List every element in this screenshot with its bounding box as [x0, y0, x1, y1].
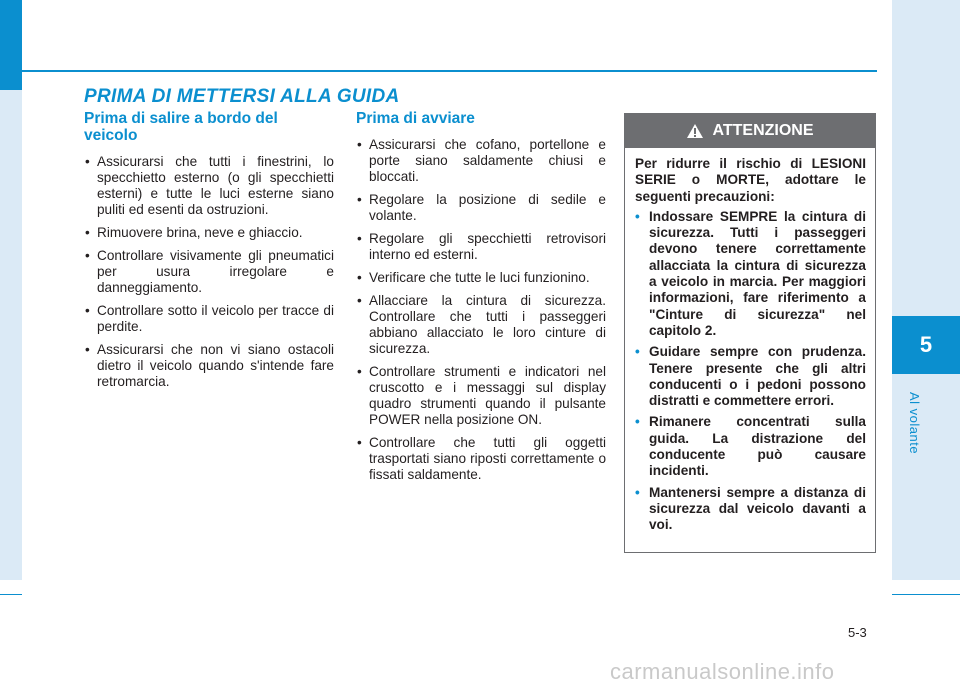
list-item-text: Regolare gli specchietti retrovisori interno ed esterni. [369, 231, 606, 262]
chapter-title: Al volante [907, 392, 922, 455]
warning-item-text: Mantenersi sempre a distanza di sicurezza dal veicolo davanti a voi. [649, 484, 866, 533]
page-number: 5-3 [848, 625, 867, 640]
list-item: • Assicurarsi che non vi siano ostacoli dietro il veicolo quando s'intende fare retromarcia. [85, 342, 334, 389]
list-item-text: Controllare strumenti e indicatori nel cruscotto e i messaggi sul display quadro strumenti quando il pulsante POWER nella posizione ON. [369, 364, 606, 427]
list-item: • Assicurarsi che cofano, portellone e porte siano saldamente chiusi e bloccati. [357, 137, 606, 184]
list-item: • Regolare gli specchietti retrovisori interno ed esterni. [357, 231, 606, 262]
list-item: • Regolare la posizione di sedile e volante. [357, 192, 606, 223]
watermark: carmanualsonline.info [610, 659, 835, 684]
warning-item: • Indossare SEMPRE la cintura di sicurezza. Tutti i passeggeri devono tenere correttamente allacciata la cintura di sicurezza a veicolo in marcia. Per maggiori informazioni, fare riferimento a "Cinture di sicurezza" nel capitolo 2. [635, 208, 866, 338]
list-item-text: Assicurarsi che tutti i finestrini, lo specchietto esterno (o gli specchietti esterni) e tutte le luci esterne siano puliti ed esenti da ostruzioni. [97, 154, 334, 217]
warning-item: • Guidare sempre con prudenza. Tenere presente che gli altri conducenti o i pedoni possono distratti e commettere errori. [635, 344, 866, 409]
list-item: • Allacciare la cintura di sicurezza. Controllare che tutti i passeggeri abbiano allacciato le loro cinture di sicurezza. [357, 293, 606, 356]
list-item-text: Allacciare la cintura di sicurezza. Controllare che tutti i passeggeri abbiano allacciato le loro cinture di sicurezza. [369, 293, 606, 356]
list-item-text: Controllare sotto il veicolo per tracce di perdite. [97, 303, 334, 334]
warning-list [635, 209, 866, 534]
list-item-text: Assicurarsi che cofano, portellone e porte siano saldamente chiusi e bloccati. [369, 137, 606, 184]
warning-header [625, 114, 875, 148]
warning-intro: Per ridurre il rischio di LESIONI SERIE o MORTE, adottare le seguenti precauzioni: [635, 156, 866, 204]
warning-item: • Mantenersi sempre a distanza di sicurezza dal veicolo davanti a voi. [635, 484, 866, 533]
warning-item-text: Rimanere concentrati sulla guida. La distrazione del conducente può causare incidenti. [649, 414, 866, 479]
chapter-side-strip [892, 0, 960, 580]
left-margin-accent [0, 0, 22, 90]
list-item-text: Controllare visivamente gli pneumatici per usura irregolare e danneggiamento. [97, 248, 334, 295]
list-item-text: Rimuovere brina, neve e ghiaccio. [97, 225, 303, 240]
header-rule [22, 70, 877, 72]
warning-item-text: Guidare sempre con prudenza. Tenere presente che gli altri conducenti o i pedoni possono distratti e commettere errori. [649, 344, 866, 409]
warning-title: ATTENZIONE [712, 122, 814, 139]
section-before-entering [84, 110, 334, 397]
list-item: • Assicurarsi che tutti i finestrini, lo specchietto esterno (o gli specchietti esterni) e tutte le luci esterne siano puliti ed esenti da ostruzioni. [85, 154, 334, 217]
section-before-starting [356, 110, 606, 490]
warning-triangle-icon [686, 123, 704, 139]
list-item: • Controllare visivamente gli pneumatici per usura irregolare e danneggiamento. [85, 248, 334, 295]
warning-body [625, 148, 875, 534]
list-item: • Controllare sotto il veicolo per tracce di perdite. [85, 303, 334, 334]
chapter-number: 5 [919, 332, 933, 357]
list-item-text: Assicurarsi che non vi siano ostacoli dietro il veicolo quando s'intende fare retromarcia. [97, 342, 334, 389]
list-item: • Controllare strumenti e indicatori nel cruscotto e i messaggi sul display quadro strumenti quando il pulsante POWER nella posizione ON. [357, 364, 606, 427]
list-item: • Controllare che tutti gli oggetti trasportati siano riposti correttamente o fissati saldamente. [357, 435, 606, 482]
warning-item-text: Indossare SEMPRE la cintura di sicurezza. Tutti i passeggeri devono tenere correttamente allacciata la cintura di sicurezza a veicolo in marcia. Per maggiori informazioni, fare riferimento a "Cinture di sicurezza" nel capitolo 2. [649, 208, 866, 338]
chapter-side-rule [892, 594, 960, 595]
page-title: PRIMA DI METTERSI ALLA GUIDA [84, 86, 400, 107]
list-item: • Rimuovere brina, neve e ghiaccio. [85, 225, 303, 240]
warning-item: • Rimanere concentrati sulla guida. La distrazione del conducente può causare incidenti. [635, 414, 866, 479]
list-item-text: Verificare che tutte le luci funzionino. [369, 270, 590, 285]
list-item: • Verificare che tutte le luci funzionino. [357, 270, 590, 285]
list-item-text: Regolare la posizione di sedile e volante. [369, 192, 606, 223]
section-title: Prima di avviare [356, 110, 475, 127]
section-title: Prima di salire a bordo del veicolo [84, 110, 278, 144]
checklist [84, 154, 334, 390]
checklist [356, 137, 606, 483]
left-margin-rule [0, 594, 22, 595]
chapter-number-tab [892, 316, 960, 374]
warning-box [624, 113, 876, 553]
list-item-text: Controllare che tutti gli oggetti trasportati siano riposti correttamente o fissati saldamente. [369, 435, 606, 482]
